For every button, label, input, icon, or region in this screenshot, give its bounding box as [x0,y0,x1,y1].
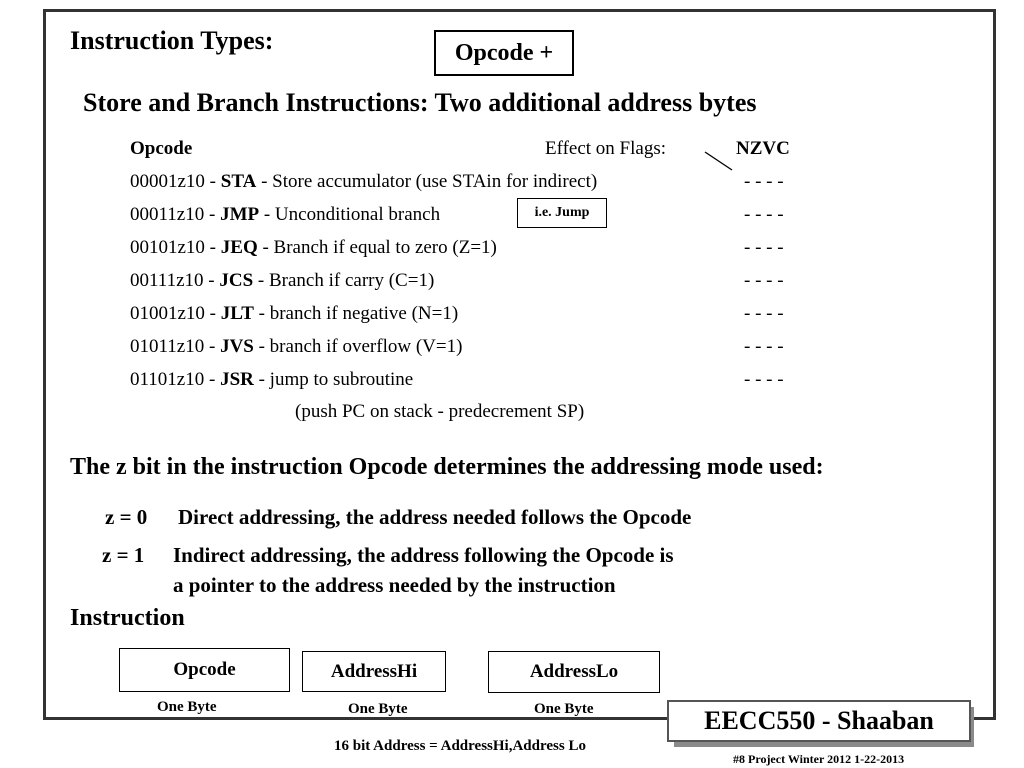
field-addresslo-caption: One Byte [534,701,594,717]
field-addresshi [302,651,446,692]
opcode-plus-label: Opcode + [454,39,554,66]
effect-on-flags-header: Effect on Flags: [545,138,667,159]
instruction-row-jsr: 01101z10 - JSR - jump to subroutine [130,369,414,390]
instruction-row-jvs: 01011z10 - JVS - branch if overflow (V=1) [130,336,463,357]
slide-info: #8 Project Winter 2012 1-22-2013 [733,752,905,766]
field-addresshi-label: AddressHi [330,660,418,682]
instruction-row-jmp: 00011z10 - JMP - Unconditional branch [130,204,441,225]
z0-description: Direct addressing, the address needed follows the Opcode [178,505,692,529]
mnemonic-jsr: JSR [220,369,254,390]
mnemonic-jeq: JEQ [220,237,258,258]
slide-heading: Instruction Types: [70,26,274,55]
flags-jvs: - - - - [744,336,784,357]
field-addresslo [488,651,660,693]
course-badge-label: EECC550 - Shaaban [704,706,934,735]
field-addresshi-caption: One Byte [348,701,408,717]
field-opcode [119,648,290,692]
course-badge [667,700,971,742]
mnemonic-jmp: JMP [220,204,260,225]
instruction-row-jcs: 00111z10 - JCS - Branch if carry (C=1) [130,270,435,291]
z1-label: z = 1 [102,543,145,567]
pointer-line [700,148,740,174]
jump-note-label: i.e. Jump [534,205,590,220]
store-branch-heading: Store and Branch Instructions: Two additional address bytes [83,88,757,117]
address-note: 16 bit Address = AddressHi,Address Lo [334,738,586,754]
flags-jcs: - - - - [744,270,784,291]
opcode-column-header: Opcode [130,138,193,159]
field-opcode-caption: One Byte [157,699,217,715]
jump-note-box [517,198,607,228]
flags-jmp: - - - - [744,204,784,225]
flags-jsr: - - - - [744,369,784,390]
jsr-note: (push PC on stack - predecrement SP) [295,401,585,422]
opcode-plus-box [434,30,574,76]
instruction-row-jeq: 00101z10 - JEQ - Branch if equal to zero (Z=1) [130,237,497,258]
mnemonic-jcs: JCS [219,270,254,291]
mnemonic-jvs: JVS [220,336,254,357]
z0-label: z = 0 [105,505,148,529]
z1-description-line1: Indirect addressing, the address following the Opcode is [173,543,674,567]
mnemonic-jlt: JLT [220,303,254,324]
flags-sta: - - - - [744,171,784,192]
flags-jeq: - - - - [744,237,784,258]
z1-description-line2: a pointer to the address needed by the instruction [173,573,616,597]
instruction-row-sta: 00001z10 - STA - Store accumulator (use STAin for indirect) [130,171,598,192]
instruction-row-jlt: 01001z10 - JLT - branch if negative (N=1) [130,303,459,324]
zbit-title: The z bit in the instruction Opcode determines the addressing mode used: [70,454,824,480]
mnemonic-sta: STA [220,171,257,192]
flags-jlt: - - - - [744,303,784,324]
nzvc-header: NZVC [736,138,790,159]
field-addresslo-label: AddressLo [529,661,619,682]
field-opcode-label: Opcode [173,659,236,680]
instruction-label: Instruction [70,605,185,631]
